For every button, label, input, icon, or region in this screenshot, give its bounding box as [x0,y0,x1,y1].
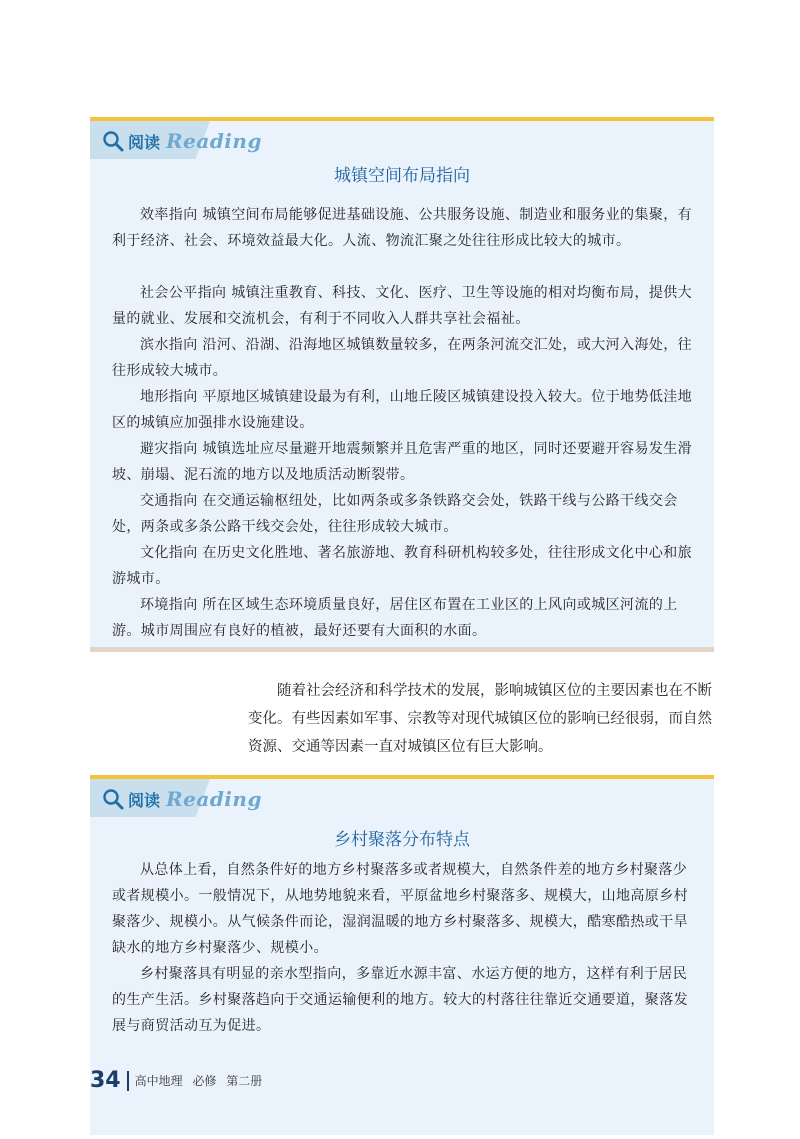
paragraph: 交通指向 在交通运输枢纽处，比如两条或多条铁路交会处，铁路干线与公路干线交会处，两条或多条公路干线交会处，往往形成较大城市。 [112,493,678,535]
reading-word: Reading [166,129,262,153]
reading-box-urban-layout [90,117,714,652]
main-paragraph: 随着社会经济和科学技术的发展，影响城镇区位的主要因素也在不断变化。有些因素如军事、宗教等对现代城镇区位的影响已经很弱，而自然资源、交通等因素一直对城镇区位有巨大影响。 [248,683,712,755]
magnifier-icon [102,788,124,810]
reading-word: Reading [166,787,262,811]
paragraph: 社会公平指向 城镇注重教育、科技、文化、医疗、卫生等设施的相对均衡布局，提供大量的就业、发展和交流机会，有利于不同收入人群共享社会福祉。 [112,285,693,327]
page-footer [90,1068,262,1093]
reading-header [90,121,714,159]
paragraph: 避灾指向 城镇选址应尽量避开地震频繁并且危害严重的地区，同时还要避开容易发生滑坡、崩塌、泥石流的地方以及地质活动断裂带。 [112,441,693,483]
reading-tag [102,787,262,811]
reading-tag-label: 阅读 [128,790,161,810]
paragraph: 从总体上看，自然条件好的地方乡村聚落多或者规模大，自然条件差的地方乡村聚落少或者规模小。一般情况下，从地势地貌来看，平原盆地乡村聚落多、规模大，山地高原乡村聚落少、规模小。从气候条件而论，湿润温暖的地方乡村聚落多、规模大，酷寒酷热或干旱缺水的地方乡村聚落少、规模小。 [112,862,688,956]
page-number: 34 [90,1068,121,1093]
footer-separator [127,1071,129,1091]
box-title: 乡村聚落分布特点 [334,830,470,850]
paragraph: 环境指向 所在区域生态环境质量良好，居住区布置在工业区的上风向或城区河流的上游。城市周围应有良好的植被，最好还要有大面积的水面。 [112,597,678,639]
paragraph: 乡村聚落具有明显的亲水型指向，多靠近水源丰富、水运方便的地方，这样有利于居民的生产生活。乡村聚落趋向于交通运输便利的地方。较大的村落往往靠近交通要道，聚落发展与商贸活动互为促进。 [112,966,688,1034]
paragraph: 文化指向 在历史文化胜地、著名旅游地、教育科研机构较多处，往往形成文化中心和旅游城市。 [112,545,693,587]
paragraph: 效率指向 城镇空间布局能够促进基础设施、公共服务设施、制造业和服务业的集聚，有利于经济、社会、环境效益最大化。人流、物流汇聚之处往往形成比较大的城市。 [112,207,693,249]
magnifier-icon [102,130,124,152]
reading-tag-label: 阅读 [128,132,161,152]
book-title: 高中地理 必修 第二册 [134,1074,263,1088]
reading-header [90,779,714,817]
box-title: 城镇空间布局指向 [334,166,470,186]
paragraph: 地形指向 平原地区城镇建设最为有利，山地丘陵区城镇建设投入较大。位于地势低洼地区的城镇应加强排水设施建设。 [112,389,693,431]
box-bottom-bar [90,647,714,652]
paragraph: 滨水指向 沿河、沿湖、沿海地区城镇数量较多，在两条河流交汇处，或大河入海处，往往形成较大城市。 [112,337,693,379]
reading-tag [102,129,262,153]
